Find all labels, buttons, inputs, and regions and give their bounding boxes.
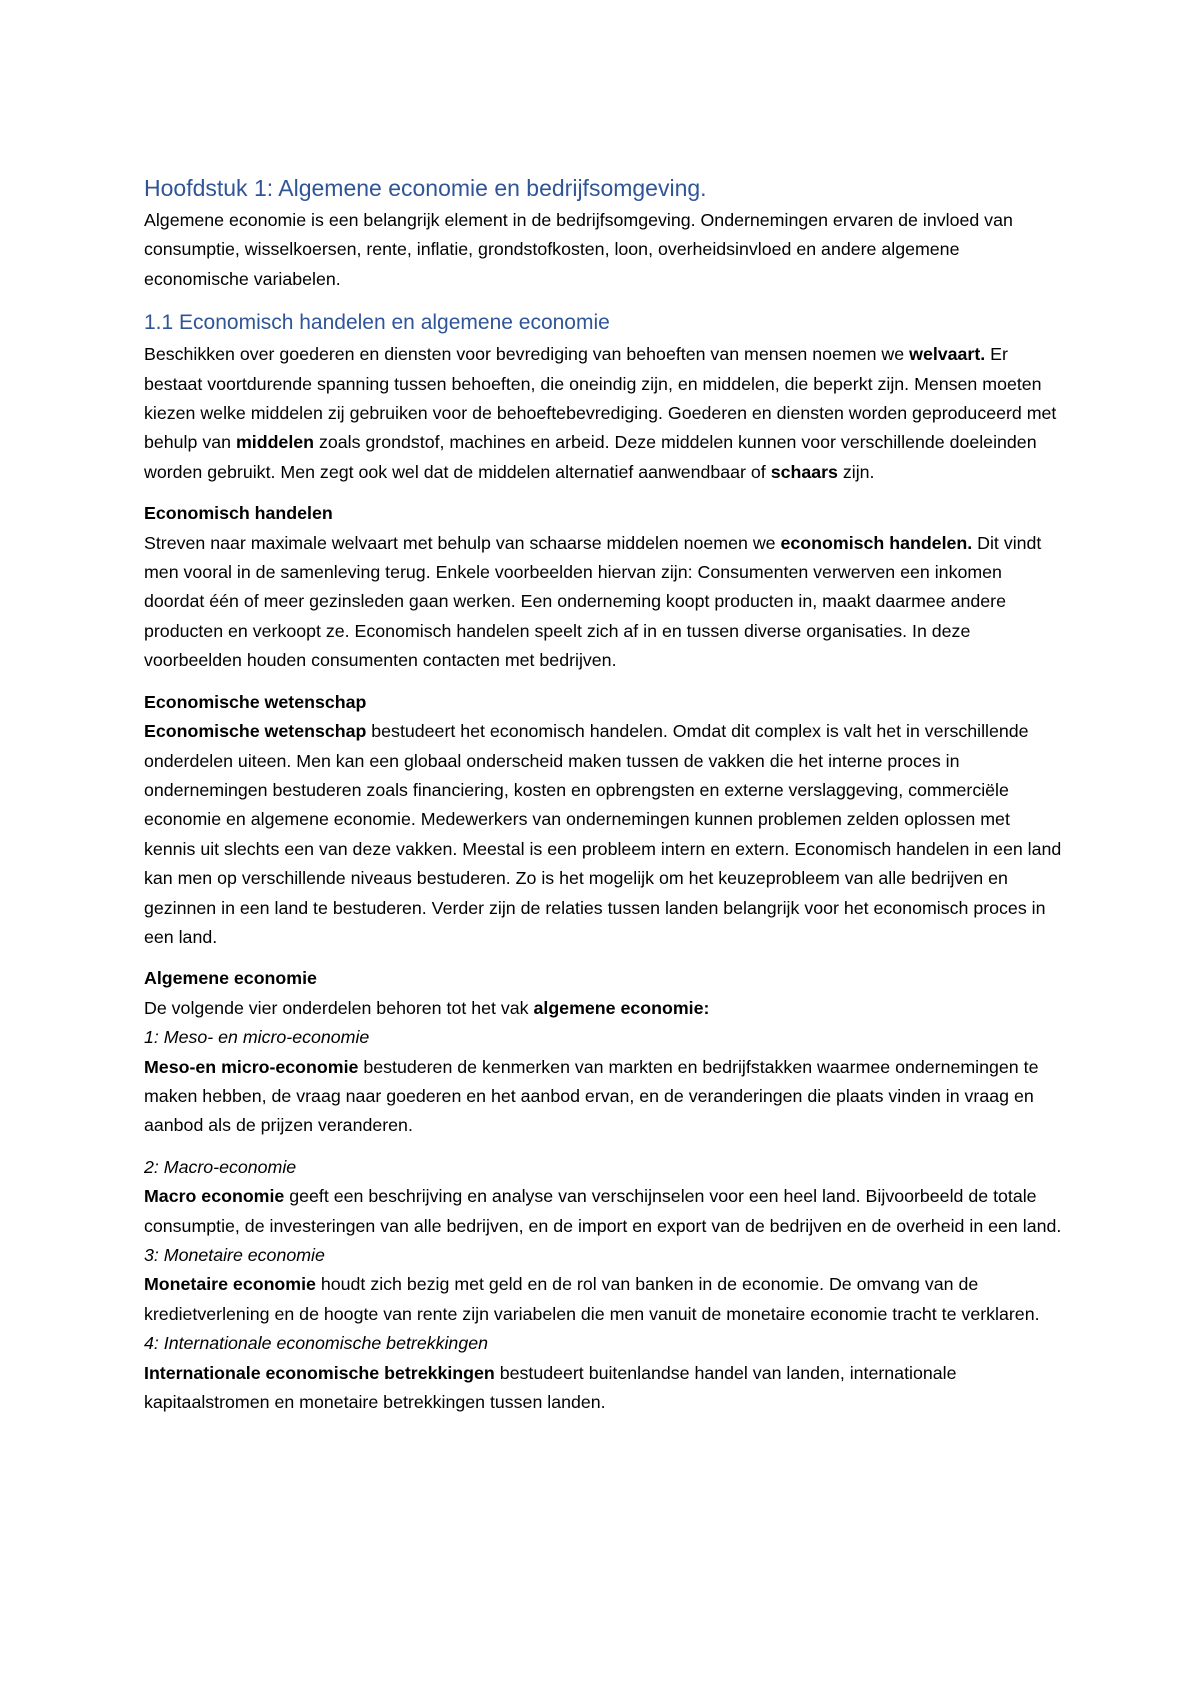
- term-middelen: middelen: [235, 432, 315, 453]
- term-welvaart: welvaart.: [909, 344, 986, 365]
- subheading-economische-wetenschap: Economische wetenschap: [144, 691, 367, 712]
- term-economisch-handelen: economisch handelen.: [780, 532, 973, 553]
- term-schaars: schaars: [770, 461, 838, 482]
- text-run: Er bestaat voortdurende spanning tussen behoeften, die oneindig zijn, en middelen, die beperkt zijn. Mensen moeten kiezen welke middelen zij gebruiken voor de behoeftebevrediging. Goederen en diensten worden geproduceerd met behulp van: [144, 344, 1057, 453]
- term-algemene-economie: algemene economie:: [533, 997, 710, 1018]
- subheading-algemene-economie: Algemene economie: [144, 968, 317, 989]
- item-text-internationaal: [144, 1359, 1064, 1418]
- item-title-monetair: 3: Monetaire economie: [144, 1245, 325, 1265]
- item-text-macro: [144, 1182, 1064, 1241]
- text-run: De volgende vier onderdelen behoren tot het vak: [144, 997, 534, 1018]
- chapter-intro: Algemene economie is een belangrijk element in de bedrijfsomgeving. Ondernemingen ervaren de invloed van consumptie, wisselkoersen, rente, inflatie, grondstofkosten, loon, overheidsinvloed en andere algemene economische variabelen.: [144, 210, 1013, 289]
- text-run: zijn.: [837, 461, 875, 482]
- item-term: Monetaire economie: [144, 1274, 316, 1295]
- item-term: Internationale economische betrekkingen: [144, 1362, 495, 1383]
- item-title-macro: 2: Macro-economie: [144, 1156, 297, 1177]
- block-algemene-economie: [144, 964, 1064, 1417]
- text-run: geeft een beschrijving en analyse van verschijnselen voor een heel land. Bijvoorbeeld de totale consumptie, de investeringen van alle bedrijven, en de import en export van de bedrijven en de overheid in een land.: [144, 1186, 1062, 1236]
- text-run: Dit vindt men vooral in de samenleving terug. Enkele voorbeelden hiervan zijn: Consumenten verwerven een inkomen doordat één of meer gezinsleden gaan werken. Een onderneming koopt producten in, maakt daarmee andere producten en verkoopt ze. Economisch handelen speelt zich af in en tussen diverse organisaties. In deze voorbeelden houden consumenten contacten met bedrijven.: [144, 532, 1042, 671]
- section-paragraph: [144, 340, 1064, 487]
- paragraph-economische-wetenschap: [144, 717, 1064, 952]
- text-run: Streven naar maximale welvaart met behulp van schaarse middelen noemen we: [144, 532, 781, 553]
- block-economisch-handelen: [144, 499, 1064, 675]
- term-economische-wetenschap: Economische wetenschap: [144, 721, 367, 742]
- text-run: bestudeert buitenlandse handel van landen, internationale kapitaalstromen en monetaire betrekkingen tussen landen.: [144, 1362, 957, 1413]
- text-run: houdt zich bezig met geld en de rol van banken in de economie. De omvang van de kredietverlening en de hoogte van rente zijn variabelen die men vanuit de monetaire economie tracht te verklaren.: [144, 1274, 1040, 1324]
- item-term: Macro economie: [144, 1186, 285, 1207]
- text-run: bestuderen de kenmerken van markten en bedrijfstakken waarmee ondernemingen te maken hebben, de vraag naar goederen en het aanbod ervan, en de veranderingen die plaats vinden in vraag en aanbod als de prijzen veranderen.: [144, 1056, 1039, 1136]
- paragraph-algemene-economie-intro: [144, 994, 1064, 1023]
- block-economische-wetenschap: [144, 688, 1064, 953]
- subheading-economisch-handelen: Economisch handelen: [144, 503, 333, 524]
- item-text-meso-micro: [144, 1053, 1064, 1141]
- text-run: Beschikken over goederen en diensten voor bevrediging van behoeften van mensen noemen we: [144, 344, 910, 365]
- item-title-meso-micro: 1: Meso- en micro-economie: [144, 1027, 370, 1048]
- chapter-title: Hoofdstuk 1: Algemene economie en bedrijfsomgeving.: [144, 175, 707, 201]
- text-run: bestudeert het economisch handelen. Omdat dit complex is valt het in verschillende onderdelen uiteen. Men kan een globaal onderscheid maken tussen de vakken die het interne proces in ondernemingen bestuderen zoals financiering, kosten en opbrengsten en externe verslaggeving, commerciële economie en algemene economie. Medewerkers van ondernemingen kunnen problemen zelden oplossen met kennis uit slechts een van deze vakken. Meestal is een probleem intern en extern. Economisch handelen in een land kan men op verschillende niveaus bestuderen. Zo is het mogelijk om het keuzeprobleem van alle bedrijven en gezinnen in een land te bestuderen. Verder zijn de relaties tussen landen belangrijk voor het economisch proces in een land.: [144, 721, 1062, 947]
- page-content: [144, 172, 1064, 1417]
- text-run: zoals grondstof, machines en arbeid. Deze middelen kunnen voor verschillende doeleinden worden gebruikt. Men zegt ook wel dat de middelen alternatief aanwendbaar of: [144, 432, 1037, 482]
- item-text-monetair: [144, 1270, 1064, 1329]
- item-term: Meso-en micro-economie: [144, 1056, 359, 1077]
- item-title-internationaal: 4: Internationale economische betrekkingen: [144, 1333, 488, 1354]
- section-title: 1.1 Economisch handelen en algemene economie: [144, 311, 610, 335]
- paragraph-economisch-handelen: [144, 529, 1064, 676]
